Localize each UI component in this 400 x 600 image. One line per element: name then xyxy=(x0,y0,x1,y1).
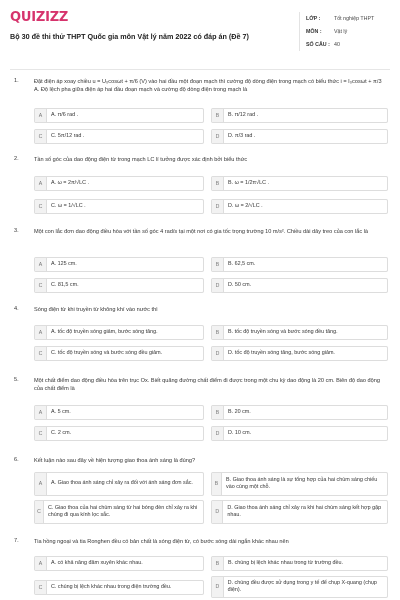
question-number: 1. xyxy=(14,78,19,84)
option-b[interactable] xyxy=(211,257,388,272)
question-text: Tia hồng ngoại và tia Ronghen đều có bản chất là sóng điện từ, có bước sóng dài ngắn khác nhau nên xyxy=(34,539,289,545)
question-5 xyxy=(14,377,388,445)
option-d[interactable] xyxy=(211,426,388,441)
option-text: D. chúng đều được sử dụng trong y tế để chụp X-quang (chụp điện). xyxy=(227,579,377,593)
option-d[interactable] xyxy=(211,500,388,524)
option-b[interactable] xyxy=(211,556,388,571)
option-text: D. Giao thoa ánh sáng chỉ xảy ra khi hai chùm sáng kết hợp gặp nhau. xyxy=(227,504,382,518)
option-text: A. Giao thoa ánh sáng chỉ xảy ra đối với ánh sáng đơn sắc. xyxy=(51,480,193,487)
option-text: D. tốc độ truyền sóng tăng, bước sóng giảm. xyxy=(228,349,335,356)
option-b[interactable] xyxy=(211,108,388,123)
quizizz-logo: QUIZIZZ xyxy=(10,10,69,25)
option-letter: D xyxy=(212,347,224,360)
option-letter: B xyxy=(212,326,224,339)
option-text: C. 2 cm. xyxy=(51,429,72,436)
option-text: A. ω = 2π/√LC . xyxy=(51,179,90,186)
option-letter: A xyxy=(35,406,47,419)
option-letter: C xyxy=(35,347,47,360)
question-number: 5. xyxy=(14,377,19,383)
option-letter: A xyxy=(35,177,47,190)
option-b[interactable] xyxy=(211,472,388,496)
option-text: B. π/12 rad . xyxy=(228,111,259,118)
option-a[interactable] xyxy=(34,257,204,272)
question-number: 3. xyxy=(14,228,19,234)
option-c[interactable] xyxy=(34,500,204,524)
question-3 xyxy=(14,228,388,296)
meta-key: SỐ CÂU : xyxy=(306,41,330,48)
option-letter: D xyxy=(212,130,224,143)
option-c[interactable] xyxy=(34,278,204,293)
option-text: D. π/3 rad . xyxy=(228,132,256,139)
option-letter: C xyxy=(35,200,47,213)
question-text: Tần số góc của dao động điện từ trong mạch LC lí tưởng được xác định bởi biểu thức xyxy=(34,157,248,163)
option-letter: C xyxy=(35,427,47,440)
question-number: 7. xyxy=(14,538,19,544)
meta-row-count xyxy=(306,38,390,51)
option-c[interactable] xyxy=(34,426,204,441)
option-b[interactable] xyxy=(211,405,388,420)
meta-row-class xyxy=(306,12,390,25)
meta-row-subject xyxy=(306,25,390,38)
option-a[interactable] xyxy=(34,556,204,571)
option-text: A. 125 cm. xyxy=(51,260,77,267)
question-text: Sóng điện từ khi truyền từ không khí vào nước thì xyxy=(34,307,158,313)
question-number: 2. xyxy=(14,156,19,162)
option-letter: B xyxy=(212,109,224,122)
option-letter: B xyxy=(212,258,224,271)
option-letter: D xyxy=(212,577,224,597)
question-text: Một chất điểm dao động điều hòa trên trục Ox. Biết quãng đường chất điểm đi được trong một chu kỳ dao động là 20 cm. Biên độ dao động của chất điểm là xyxy=(34,378,380,393)
option-text: C. chúng bị lệch khác nhau trong điện trường đều. xyxy=(51,583,172,590)
option-text: B. chúng bị lệch khác nhau trong từ trường đều. xyxy=(228,559,344,566)
option-b[interactable] xyxy=(211,176,388,191)
worksheet-header xyxy=(10,10,390,66)
option-b[interactable] xyxy=(211,325,388,340)
option-text: A. π/6 rad . xyxy=(51,111,79,118)
option-text: B. 62,5 cm. xyxy=(228,260,256,267)
option-a[interactable] xyxy=(34,472,204,496)
option-d[interactable] xyxy=(211,576,388,598)
document-title: Bộ 30 đề thi thử THPT Quốc gia môn Vật lý năm 2022 có đáp án (Đề 7) xyxy=(10,32,249,41)
option-letter: C xyxy=(35,581,47,594)
option-letter: C xyxy=(35,279,47,292)
option-text: A. tốc độ truyền sóng giảm, bước sóng tăng. xyxy=(51,328,158,335)
option-text: A. 5 cm. xyxy=(51,408,71,415)
option-text: D. ω = 2/√LC . xyxy=(228,202,263,209)
option-letter: B xyxy=(212,406,224,419)
option-letter: A xyxy=(35,557,47,570)
meta-key: MÔN : xyxy=(306,28,322,35)
question-text: Kết luận nào sau đây về hiện tượng giao thoa ánh sáng là đúng? xyxy=(34,458,196,464)
option-letter: B xyxy=(212,557,224,570)
question-6 xyxy=(14,457,388,529)
meta-value: Vật lý xyxy=(334,28,348,35)
option-c[interactable] xyxy=(34,129,204,144)
option-letter: A xyxy=(35,258,47,271)
option-text: A. có khả năng đâm xuyên khác nhau. xyxy=(51,559,143,566)
question-number: 6. xyxy=(14,457,19,463)
header-divider xyxy=(10,69,390,70)
option-text: C. ω = 1/√LC . xyxy=(51,202,86,209)
option-text: C. 81,5 cm. xyxy=(51,281,79,288)
option-letter: A xyxy=(35,326,47,339)
option-text: B. 20 cm. xyxy=(228,408,251,415)
option-letter: D xyxy=(212,501,223,523)
option-letter: D xyxy=(212,200,224,213)
option-c[interactable] xyxy=(34,346,204,361)
option-text: C. tốc độ truyền sóng và bước sóng đều giảm. xyxy=(51,349,163,356)
option-d[interactable] xyxy=(211,346,388,361)
question-7 xyxy=(14,538,388,598)
question-2 xyxy=(14,156,388,222)
option-letter: C xyxy=(35,130,47,143)
option-d[interactable] xyxy=(211,129,388,144)
option-c[interactable] xyxy=(34,199,204,214)
option-a[interactable] xyxy=(34,176,204,191)
question-1 xyxy=(14,78,388,148)
option-letter: D xyxy=(212,279,224,292)
option-letter: D xyxy=(212,427,224,440)
option-c[interactable] xyxy=(34,580,204,595)
option-text: B. ω = 1/2π√LC . xyxy=(228,179,270,186)
option-letter: A xyxy=(35,109,47,122)
option-letter: C xyxy=(35,501,44,523)
question-4 xyxy=(14,306,388,366)
option-text: D. 50 cm. xyxy=(228,281,252,288)
meta-value: Tốt nghiệp THPT xyxy=(334,15,375,22)
option-text: C. 5π/12 rad . xyxy=(51,132,85,139)
question-text: Một con lắc đơn dao động điều hòa với tần số góc 4 rad/s tại một nơi có gia tốc trọng trường 10 m/s². Chiều dài dây treo của con lắc là xyxy=(34,229,369,235)
meta-key: LỚP : xyxy=(306,15,321,22)
option-text: C. Giao thoa của hai chùm sáng từ hai bóng đèn chỉ xảy ra khi chúng đi qua kính lọc sắc. xyxy=(48,504,198,518)
option-a[interactable] xyxy=(34,405,204,420)
question-number: 4. xyxy=(14,306,19,312)
option-text: D. 10 cm. xyxy=(228,429,252,436)
option-d[interactable] xyxy=(211,199,388,214)
option-a[interactable] xyxy=(34,108,204,123)
meta-info xyxy=(299,12,390,51)
option-text: B. tốc độ truyền sóng và bước sóng đều tăng. xyxy=(228,328,338,335)
meta-value: 40 xyxy=(334,41,340,48)
option-letter: B xyxy=(212,473,222,495)
option-letter: B xyxy=(212,177,224,190)
question-text: Đặt điện áp xoay chiều u = U₀cosωt + π/6 (V) vào hai đầu một đoạn mạch thì cường độ dòng điện trong mạch có biểu thức i = I₀cosωt + π/3 A. Độ lệch pha giữa điện áp hai đầu đoạn mạch và cường độ dòng điện trong mạch là xyxy=(34,79,382,94)
option-letter: A xyxy=(35,473,47,495)
option-text: B. Giao thoa ánh sáng là sự tổng hợp của hai chùm sáng chiếu vào cùng một chỗ. xyxy=(226,476,378,490)
option-a[interactable] xyxy=(34,325,204,340)
option-d[interactable] xyxy=(211,278,388,293)
